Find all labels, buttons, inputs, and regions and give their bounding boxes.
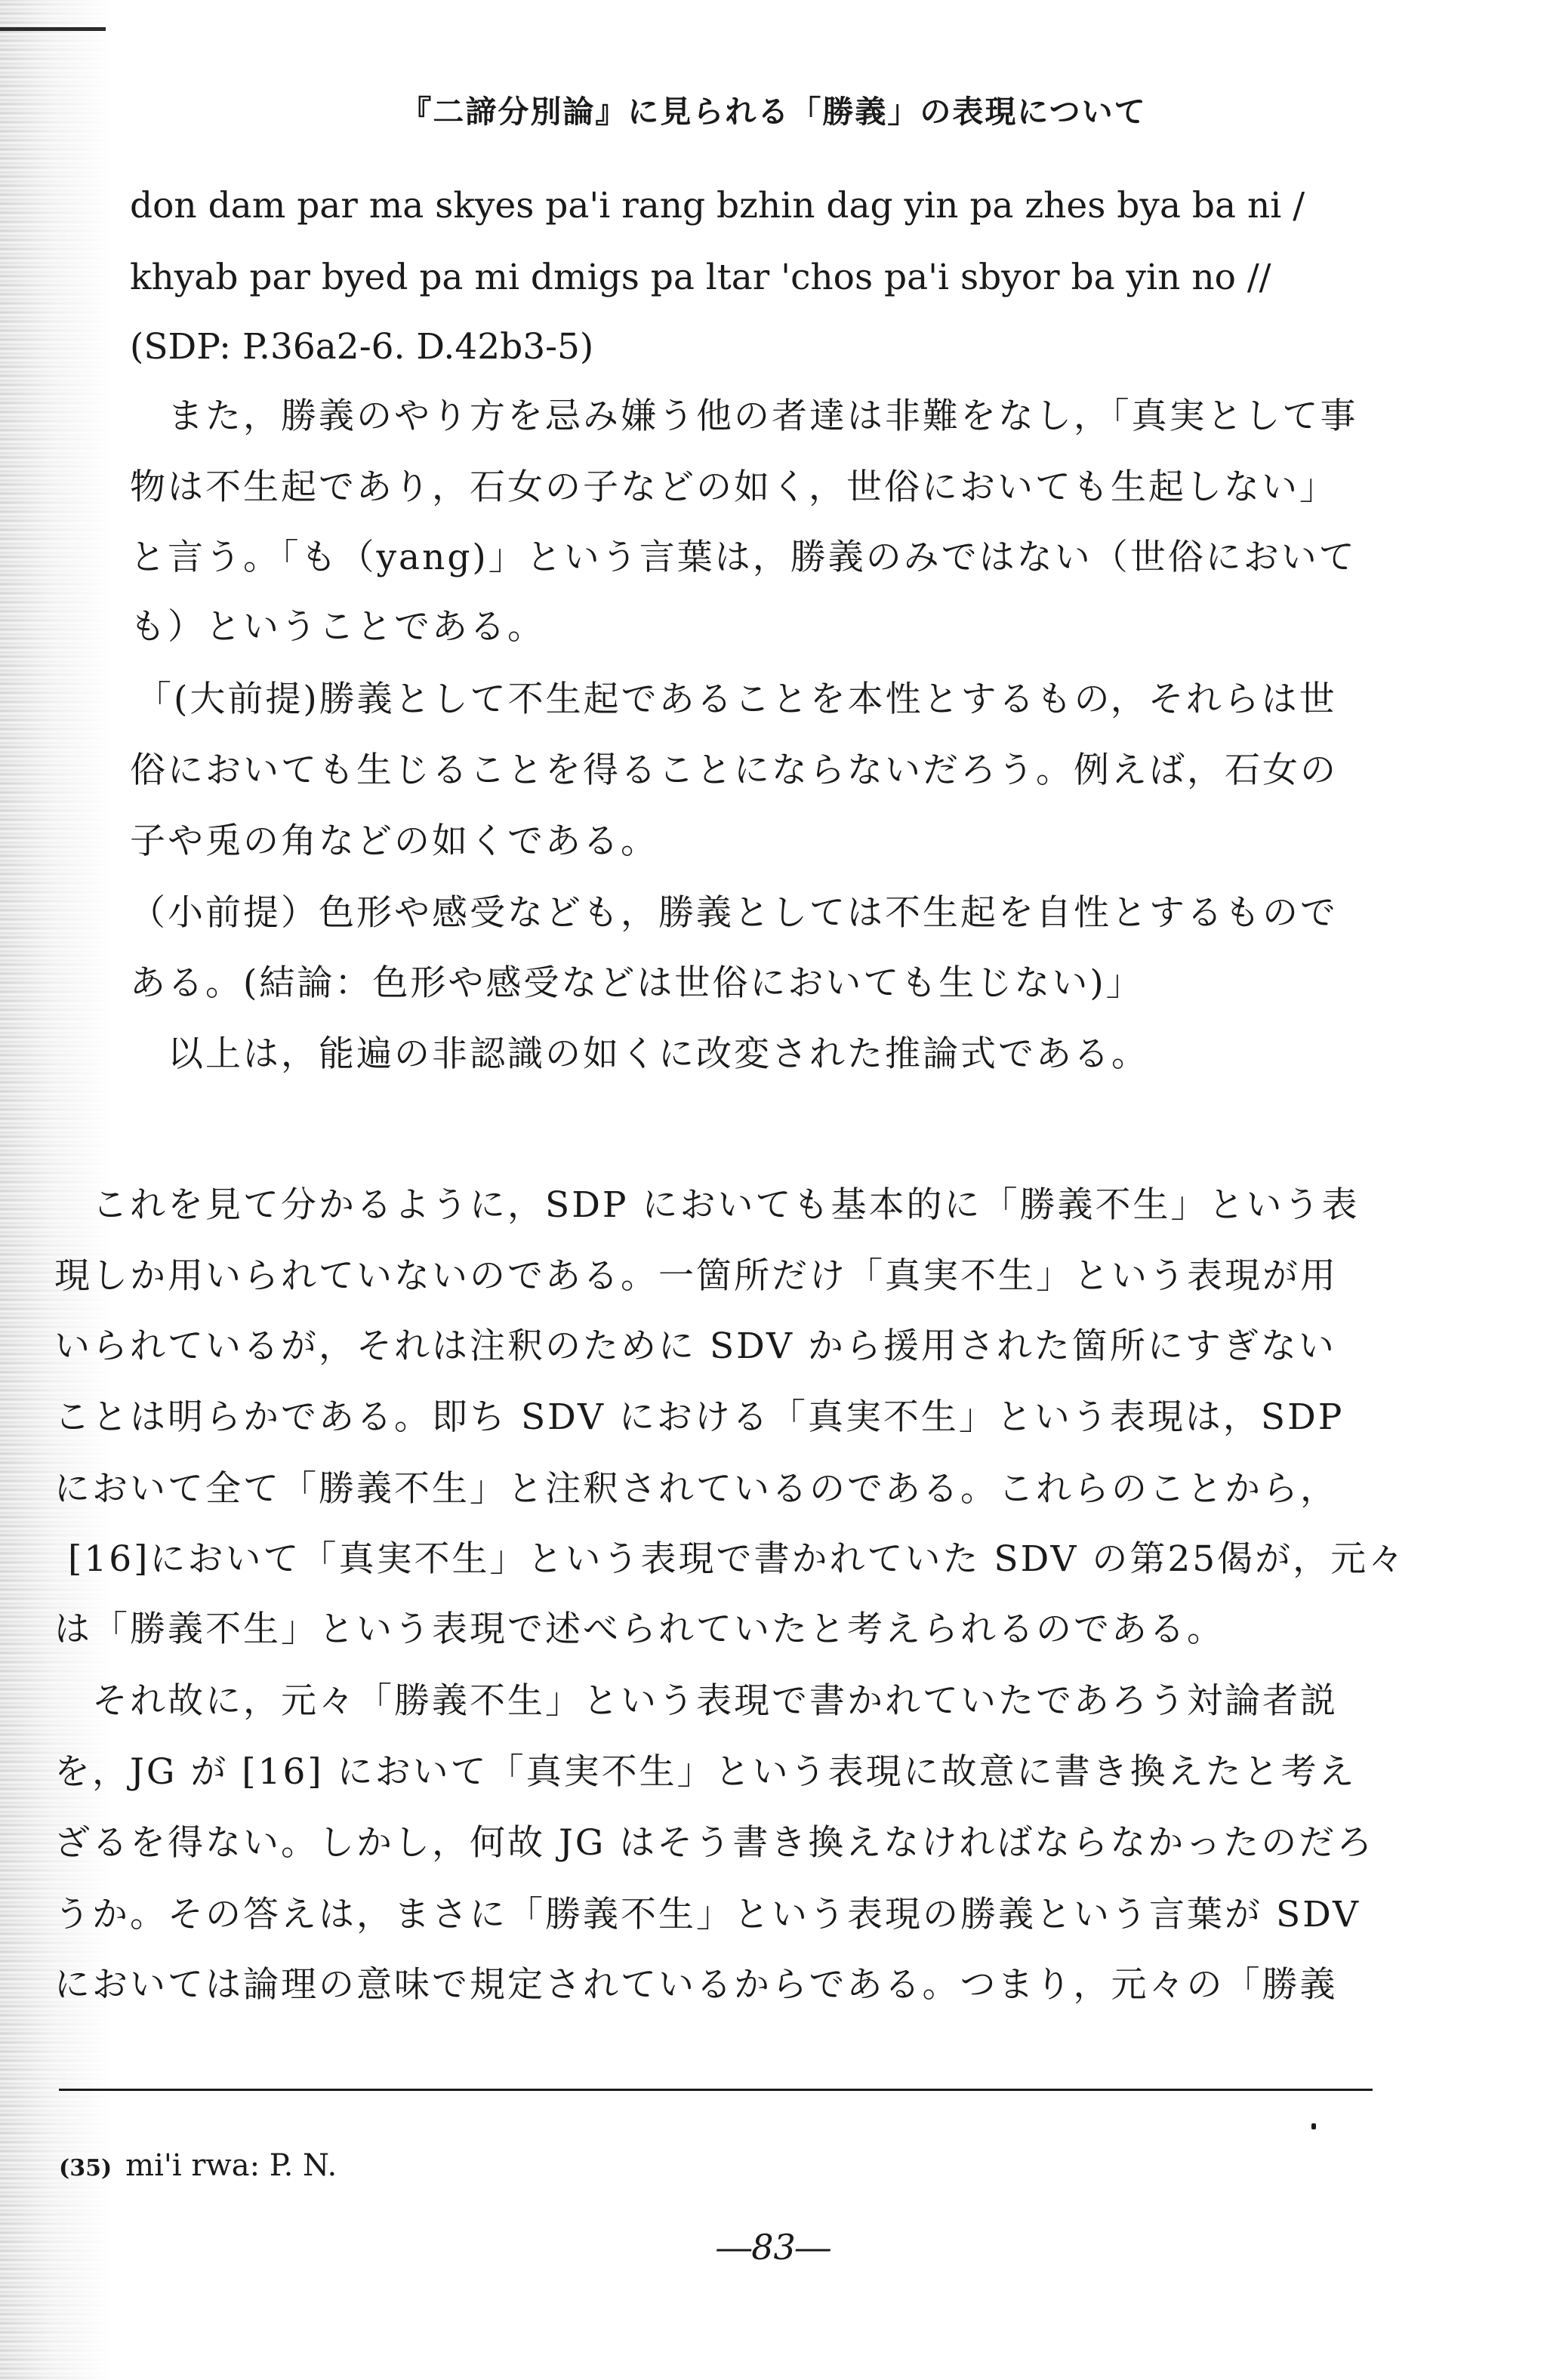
footnote: [59, 2148, 337, 2184]
corner-crop-mark: [0, 27, 106, 31]
body-line-4: また，勝義のやり方を忌み嫌う他の者達は非難をなし，「真実として事: [168, 396, 1358, 437]
footnote-divider: [59, 2089, 1373, 2091]
body-line-8: 「(大前提)勝義として不生起であることを本性とするもの，それらは世: [136, 679, 1337, 720]
body-line-17: ことは明らかである。即ち SDV における「真実不生」という表現は，SDP: [54, 1396, 1345, 1438]
running-header: 『二諦分別論』に見られる「勝義」の表現について: [400, 94, 1147, 130]
body-line-5: 物は不生起であり，石女の子などの如く，世俗においても生起しない」: [130, 466, 1338, 508]
body-line-14: これを見て分かるように，SDP においても基本的に「勝義不生」という表: [92, 1184, 1360, 1226]
body-line-18: において全て「勝義不生」と注釈されているのである。これらのことから，: [54, 1468, 1338, 1510]
body-line-19: [16]において「真実不生」という表現で書かれていた SDV の第25偈が，元々: [68, 1538, 1407, 1580]
body-line-11: （小前提）色形や感受なども，勝義としては不生起を自性とするもので: [130, 892, 1338, 934]
body-line-10: 子や兎の角などの如くである。: [130, 821, 658, 862]
body-line-12: ある。(結論：色形や感受などは世俗においても生じない)」: [130, 962, 1144, 1004]
body-line-7: も）ということである。: [130, 606, 545, 648]
page-number: ―83―: [716, 2227, 831, 2268]
body-line-20: は「勝義不生」という表現で述べられていたと考えられるのである。: [54, 1609, 1225, 1650]
body-line-13: 以上は，能遍の非認識の如くに改変された推論式である。: [168, 1033, 1149, 1075]
body-line-3: (SDP: P.36a2-6. D.42b3-5): [130, 326, 594, 368]
footnote-marker: (35): [59, 2155, 112, 2181]
scan-speck: [1311, 2123, 1316, 2129]
body-line-24: うか。その答えは，まさに「勝義不生」という表現の勝義という言葉が SDV: [54, 1894, 1361, 1935]
body-line-15: 現しか用いられていないのである。一箇所だけ「真実不生」という表現が用: [54, 1255, 1338, 1297]
body-line-25: においては論理の意味で規定されているからである。つまり，元々の「勝義: [54, 1964, 1338, 2006]
body-line-16: いられているが，それは注釈のために SDV から援用された箇所にすぎない: [54, 1325, 1336, 1367]
body-line-9: 俗においても生じることを得ることにならないだろう。例えば，石女の: [130, 750, 1338, 791]
body-line-2: khyab par byed pa mi dmigs pa ltar 'chos pa'i sbyor ba yin no //: [130, 257, 1271, 298]
body-line-22: を，JG が [16] において「真実不生」という表現に故意に書き換えたと考え: [54, 1751, 1357, 1793]
body-line-6: と言う。「も（yang)」という言葉は，勝義のみではない（世俗において: [130, 537, 1357, 578]
body-line-1: don dam par ma skyes pa'i rang bzhin dag yin pa zhes bya ba ni /: [130, 185, 1305, 226]
body-line-21: それ故に，元々「勝義不生」という表現で書かれていたであろう対論者説: [92, 1680, 1338, 1722]
footnote-text: mi'i rwa: P. N.: [125, 2148, 337, 2183]
body-line-23: ざるを得ない。しかし，何故 JG はそう書き換えなければならなかったのだろ: [54, 1822, 1375, 1864]
